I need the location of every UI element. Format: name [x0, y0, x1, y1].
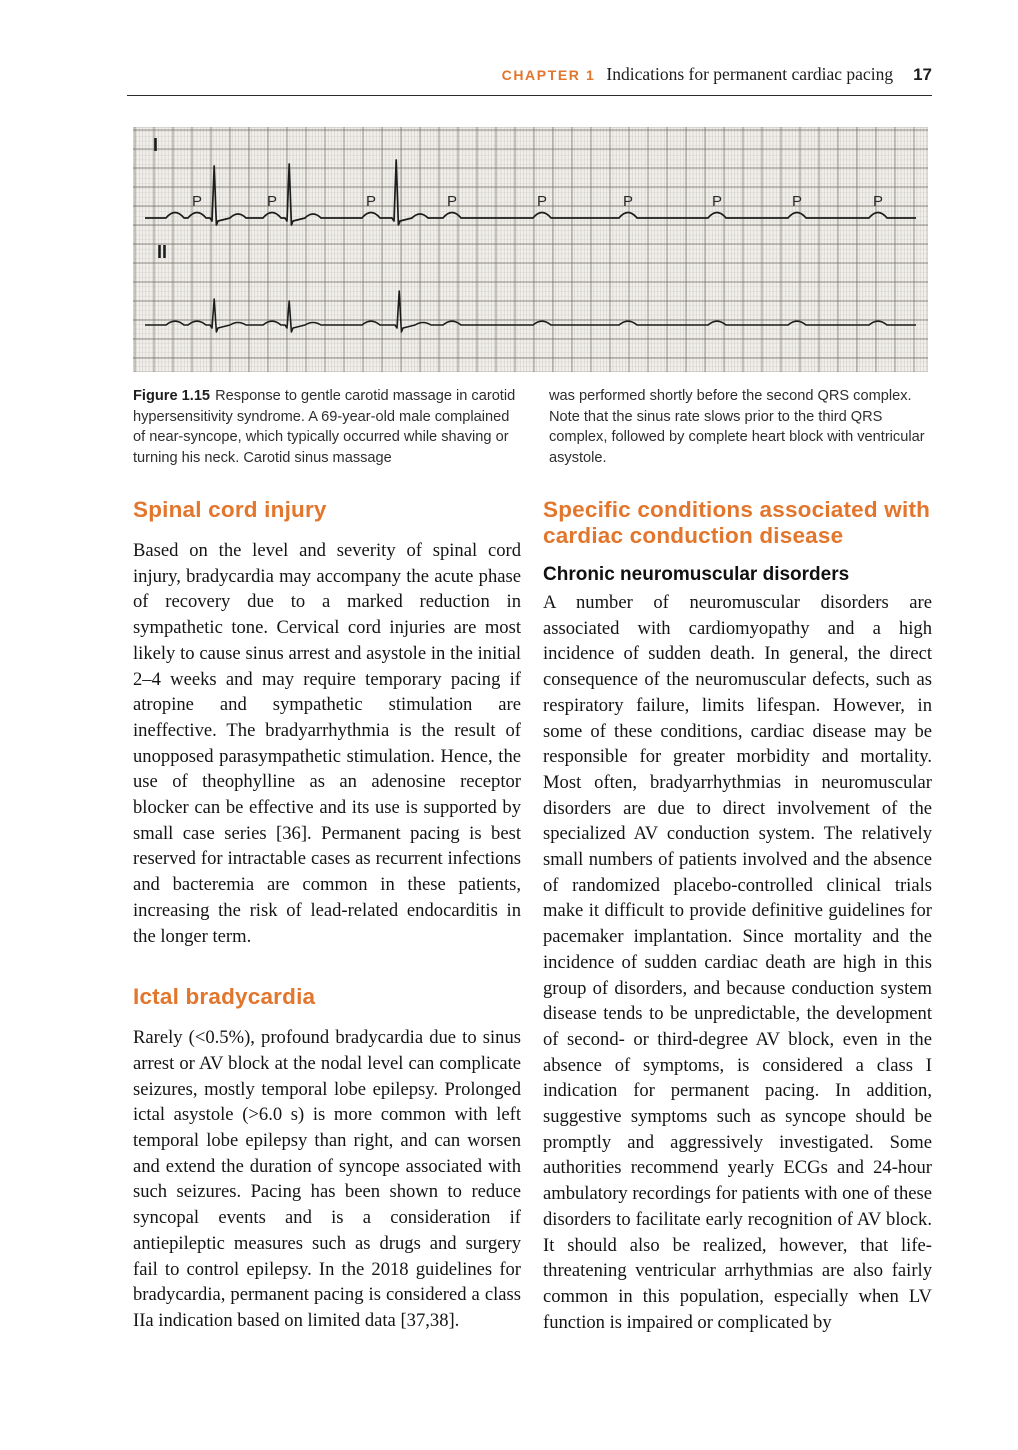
p-wave-label: P	[537, 193, 548, 210]
subsection-heading: Chronic neuromuscular disorders	[543, 564, 850, 585]
figure-caption-right-text: was performed shortly before the second QRS complex. Note that the sinus rate slows prior to the third QRS complex, followed by complete heart block with ventricular asystole.	[549, 388, 925, 466]
chapter-label: CHAPTER 1	[501, 67, 596, 83]
p-wave-label: P	[712, 193, 723, 210]
lead1-label: I	[153, 135, 159, 155]
section-paragraph: Rarely (<0.5%), profound bradycardia due to sinus arrest or AV block at the nodal level can complicate seizures, mostly temporal lobe epilepsy. Prolonged ictal asystole (>6.0 s) is more common with left temporal lobe epilepsy than right, and can worsen and extend the duration of syncope associated with such seizures. Pacing has been shown to reduce syncopal events and is a consideration if antiepileptic measures such as drugs and surgery fail to control epilepsy. In the 2018 guidelines for bradycardia, permanent pacing is considered a class IIa indication based on limited data [37,38].	[133, 1027, 521, 1331]
section-heading: Ictal bradycardia	[133, 984, 316, 1010]
two-column-body	[133, 497, 932, 1335]
figure-caption-left-text: Response to gentle carotid massage in carotid hypersensitivity syndrome. A 69-year-old male complained of near-syncope, which typically occurred while shaving or turning his neck. Carotid sinus massage	[133, 388, 516, 466]
p-wave-label: P	[873, 193, 884, 210]
section-heading: Spinal cord injury	[133, 497, 327, 522]
page-header	[127, 64, 932, 85]
section-paragraph: Based on the level and severity of spinal cord injury, bradycardia may accompany the acute phase of recovery due to a marked reduction in sympathetic tone. Cervical cord injuries are most likely to cause sinus arrest and asystole in the initial 2–4 weeks and may require temporary pacing if atropine and sympathetic stimulation are ineffective. The bradyarrhythmia is the result of unopposed parasympathetic stimulation. Hence, the use of theophylline as an adenosine receptor blocker can be effective and its use is supported by small case series [36]. Permanent pacing is best reserved for intractable cases as recurrent infections and bacteremia are common in these patients, increasing the risk of lead-related endocarditis in the longer term.	[133, 540, 521, 947]
lead2-label: II	[157, 242, 168, 262]
chapter-title: Indications for permanent cardiac pacing	[606, 64, 894, 84]
header-rule	[127, 95, 932, 96]
section-specific-conditions	[543, 497, 932, 1335]
figure-caption	[133, 386, 932, 468]
left-column	[133, 497, 521, 1335]
figure-caption-right	[549, 386, 932, 468]
section-paragraph: A number of neuromuscular disorders are associated with cardiomyopathy and a high incidence of sudden death. In general, the direct consequence of the neuromuscular defects, such as respiratory failure, limits lifespan. However, in some of these conditions, cardiac disease may be responsible for greater morbidity and mortality. Most often, bradyarrhythmias in neuromuscular disorders are due to direct involvement of the specialized AV conduction system. The relatively small numbers of patients involved and the absence of randomized placebo-controlled clinical trials make it difficult to provide definitive guidelines for pacemaker implantation. Since mortality and the incidence of sudden cardiac death are high in this group of disorders, and because conduction system disease tends to be unpredictable, the development of second- or third-degree AV block, even in the absence of symptoms, is considered a class I indication for permanent pacing. In addition, suggestive symptoms such as syncope should be promptly and aggressively investigated. Some authorities recommend yearly ECGs and 24-hour ambulatory recordings for patients with one of these disorders to facilitate early recognition of AV block. It should also be realized, however, that life-threatening ventricular arrhythmias are also fairly common in this population, especially when LV function is impaired or complicated by	[543, 592, 932, 1333]
section-heading: Specific conditions associated with cardiac conduction disease	[543, 497, 931, 548]
figure-number-label: Figure 1.15	[133, 388, 211, 404]
figure-caption-left	[133, 386, 516, 468]
p-wave-label: P	[267, 193, 278, 210]
ecg-strip-image	[133, 127, 928, 372]
p-wave-label: P	[792, 193, 803, 210]
p-wave-label: P	[623, 193, 634, 210]
section-spinal-cord-injury	[133, 497, 521, 949]
p-wave-label: P	[366, 193, 377, 210]
ecg-figure	[133, 127, 928, 372]
right-column	[543, 497, 932, 1335]
ecg-paper	[133, 127, 928, 372]
p-wave-label: P	[192, 193, 203, 210]
page-number: 17	[913, 65, 932, 84]
section-ictal-bradycardia	[133, 984, 521, 1333]
p-wave-label: P	[447, 193, 458, 210]
